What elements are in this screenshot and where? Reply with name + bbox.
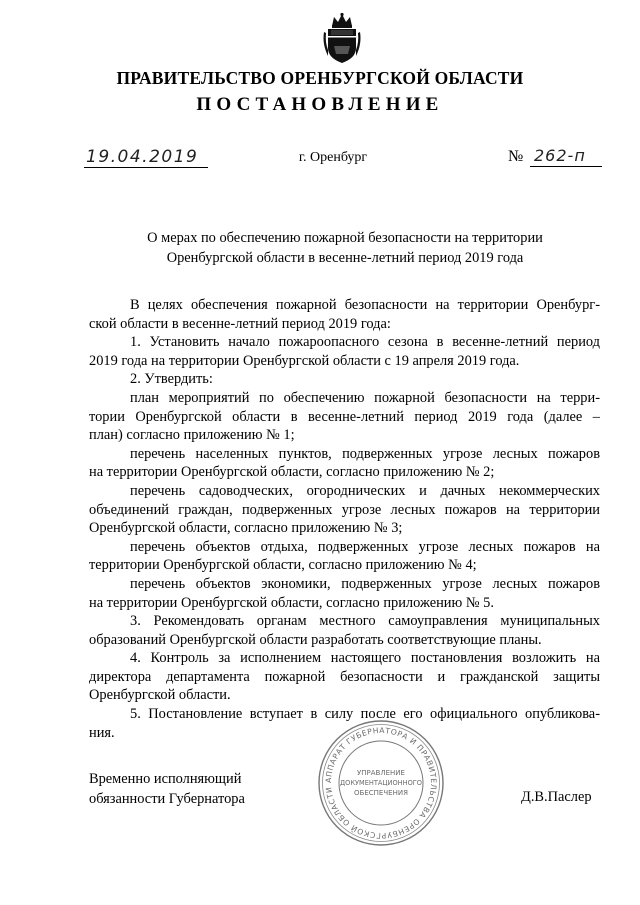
stamp-center-line: ДОКУМЕНТАЦИОННОГО [340, 779, 422, 787]
signatory-position [89, 769, 245, 809]
coat-of-arms-icon [322, 12, 362, 64]
document-number: 262-п [530, 146, 602, 167]
body-line: ской области в весенне-летний период 2019 года: [89, 315, 391, 332]
stamp-center-line: УПРАВЛЕНИЕ [357, 769, 405, 777]
body-line: директора департамента пожарной безопасности и гражданской защиты [89, 668, 600, 685]
body-line: перечень объектов отдыха, подверженных угрозе лесных пожаров на [130, 538, 600, 555]
document-city: г. Оренбург [298, 150, 368, 165]
body-line: перечень садоводческих, огороднических и дачных некоммерческих [130, 482, 600, 499]
body-line: 2. Утвердить: [130, 371, 213, 388]
body-line: объединений граждан, подверженных угрозе лесных пожаров на территории [89, 501, 600, 518]
body-line: перечень объектов экономики, подверженных угрозе лесных пожаров [130, 575, 600, 592]
document-type: ПОСТАНОВЛЕНИЕ [196, 94, 444, 115]
body-line: В целях обеспечения пожарной безопасности на территории Оренбург- [130, 297, 600, 313]
body-line: 4. Контроль за исполнением настоящего постановления возложить на [130, 650, 600, 667]
document-date: 19.04.2019 [84, 147, 208, 168]
body-line: план мероприятий по обеспечению пожарной безопасности на терри- [130, 389, 600, 406]
stamp-ring-text: АППАРАТ ГУБЕРНАТОРА И ПРАВИТЕЛЬСТВА ОРЕНБУРГСКОЙ ОБЛАСТИ [323, 725, 439, 841]
official-stamp [316, 718, 446, 848]
subject-line: Оренбургской области в весенне-летний период 2019 года [166, 250, 524, 266]
body-line: ния. [89, 724, 115, 741]
body-line: на территории Оренбургской области, согласно приложению № 5. [89, 594, 494, 611]
stamp-center-line: ОБЕСПЕЧЕНИЯ [354, 789, 408, 797]
government-title: ПРАВИТЕЛЬСТВО ОРЕНБУРГСКОЙ ОБЛАСТИ [116, 68, 524, 88]
signatory-position-line: Временно исполняющий [89, 771, 242, 787]
signatory-name: Д.В.Паслер [521, 789, 592, 805]
document-subject [90, 228, 600, 268]
body-line: план) согласно приложению № 1; [89, 427, 295, 444]
body-line: тории Оренбургской области в весенне-летний период 2019 года (далее – [89, 408, 600, 425]
body-line: образований Оренбургской области разработать соответствующие планы. [89, 631, 542, 648]
signatory-position-line: обязанности Губернатора [89, 791, 245, 807]
body-line: на территории Оренбургской области, согласно приложению № 2; [89, 464, 495, 481]
body-line: 2019 года на территории Оренбургской области с 19 апреля 2019 года. [89, 352, 520, 369]
document-body [89, 296, 600, 742]
body-line: Оренбургской области, согласно приложению № 3; [89, 520, 403, 537]
body-line: 1. Установить начало пожароопасного сезона в весенне-летний период [130, 334, 600, 351]
body-line: 3. Рекомендовать органам местного самоуправления муниципальных [130, 613, 600, 630]
body-line: перечень населенных пунктов, подверженных угрозе лесных пожаров [130, 445, 600, 462]
body-line: Оренбургской области. [89, 687, 231, 704]
body-line: территории Оренбургской области, согласно приложению № 4; [89, 557, 477, 574]
body-line: 5. Постановление вступает в силу после его официального опубликова- [130, 706, 600, 723]
subject-line: О мерах по обеспечению пожарной безопасности на территории [147, 230, 543, 246]
number-label: № [508, 148, 524, 165]
